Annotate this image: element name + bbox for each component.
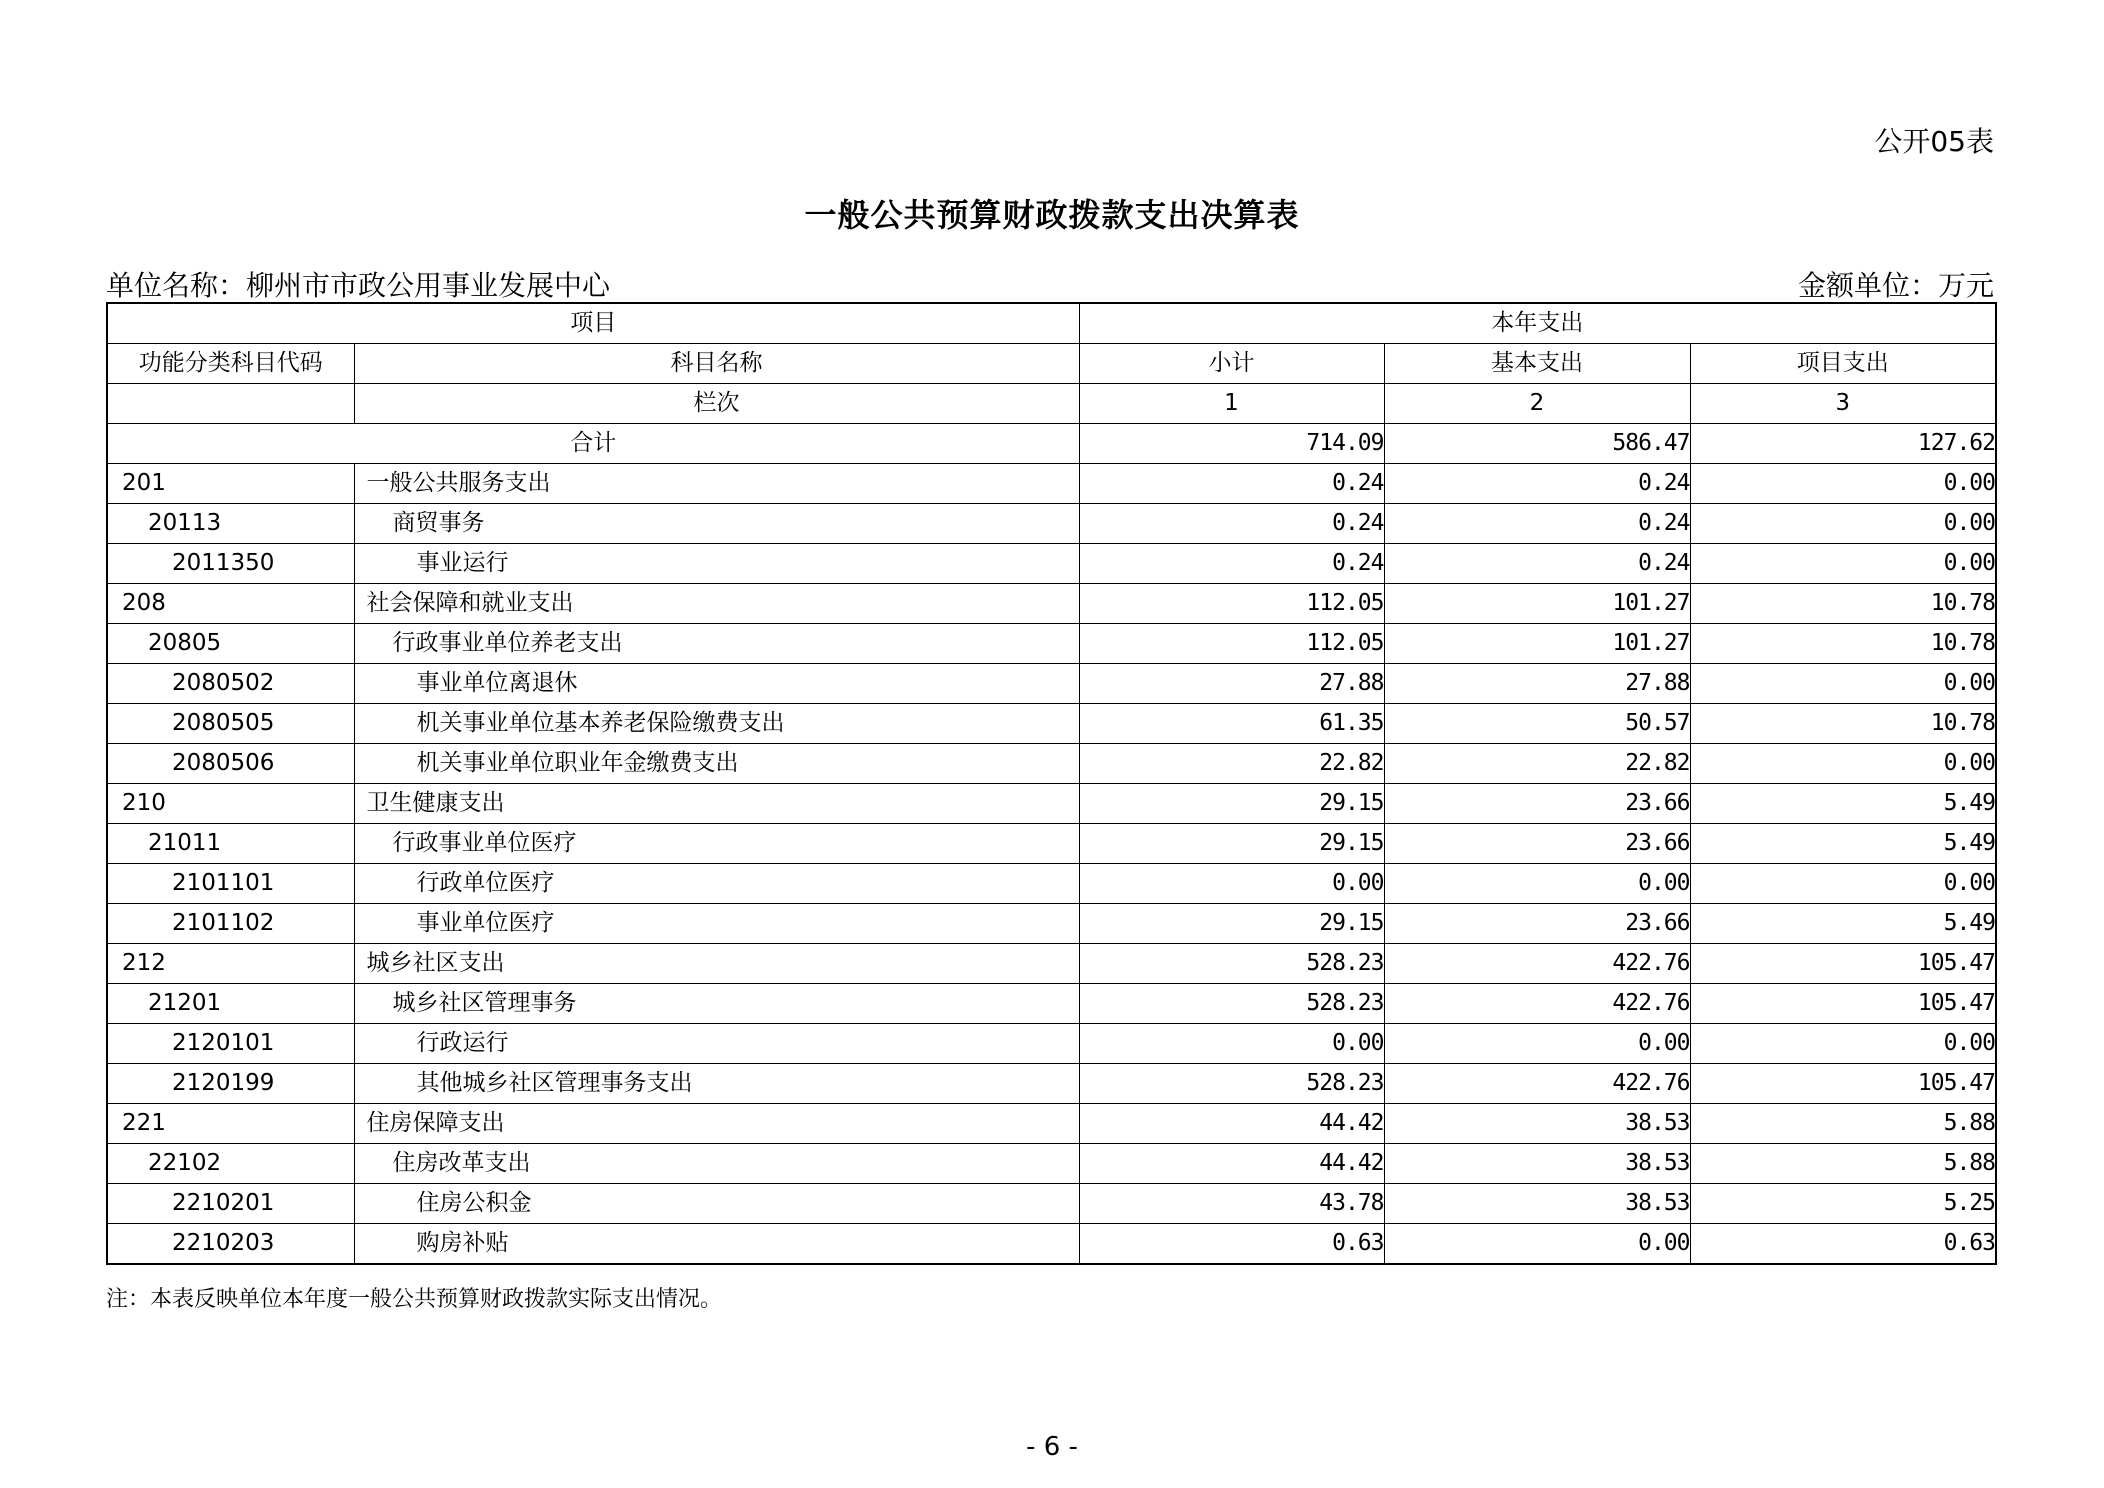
row-subtotal: 528.23 [1079, 1064, 1384, 1104]
row-code: 2120199 [107, 1064, 354, 1104]
row-subtotal: 0.00 [1079, 1024, 1384, 1064]
row-subtotal: 112.05 [1079, 624, 1384, 664]
row-subtotal: 44.42 [1079, 1144, 1384, 1184]
table-row [107, 744, 1996, 784]
table-note: 注：本表反映单位本年度一般公共预算财政拨款实际支出情况。 [106, 1287, 723, 1312]
row-basic: 0.00 [1384, 1224, 1690, 1265]
column-number-row [107, 384, 1996, 424]
total-subtotal: 714.09 [1079, 424, 1384, 464]
table-row [107, 704, 1996, 744]
row-project: 0.00 [1690, 544, 1996, 584]
row-basic: 422.76 [1384, 1064, 1690, 1104]
row-subtotal: 0.63 [1079, 1224, 1384, 1265]
row-code: 208 [107, 584, 354, 624]
row-basic: 422.76 [1384, 944, 1690, 984]
column-number-3: 3 [1690, 384, 1996, 424]
row-name: 城乡社区支出 [354, 944, 1079, 984]
row-name: 机关事业单位职业年金缴费支出 [354, 744, 1079, 784]
row-project: 10.78 [1690, 624, 1996, 664]
column-number-blank [107, 384, 354, 424]
row-project: 5.49 [1690, 824, 1996, 864]
table-row [107, 944, 1996, 984]
row-project: 10.78 [1690, 704, 1996, 744]
amount-unit: 金额单位：万元 [1797, 269, 1994, 302]
row-code: 2101101 [107, 864, 354, 904]
row-subtotal: 112.05 [1079, 584, 1384, 624]
row-name: 住房公积金 [354, 1184, 1079, 1224]
row-project: 10.78 [1690, 584, 1996, 624]
row-name: 住房保障支出 [354, 1104, 1079, 1144]
column-number-1: 1 [1079, 384, 1384, 424]
row-subtotal: 43.78 [1079, 1184, 1384, 1224]
row-project: 5.25 [1690, 1184, 1996, 1224]
row-project: 0.00 [1690, 464, 1996, 504]
header-name: 科目名称 [354, 344, 1079, 384]
row-code: 221 [107, 1104, 354, 1144]
expenditure-table [106, 302, 1997, 1265]
table-row [107, 504, 1996, 544]
row-code: 20805 [107, 624, 354, 664]
row-project: 0.63 [1690, 1224, 1996, 1265]
row-basic: 22.82 [1384, 744, 1690, 784]
table-row [107, 624, 1996, 664]
row-project: 0.00 [1690, 1024, 1996, 1064]
total-basic: 586.47 [1384, 424, 1690, 464]
row-subtotal: 29.15 [1079, 824, 1384, 864]
header-code: 功能分类科目代码 [107, 344, 354, 384]
row-basic: 23.66 [1384, 784, 1690, 824]
row-project: 0.00 [1690, 504, 1996, 544]
row-basic: 422.76 [1384, 984, 1690, 1024]
row-name: 事业运行 [354, 544, 1079, 584]
row-subtotal: 0.24 [1079, 544, 1384, 584]
row-basic: 0.24 [1384, 504, 1690, 544]
row-subtotal: 22.82 [1079, 744, 1384, 784]
row-name: 购房补贴 [354, 1224, 1079, 1265]
row-basic: 101.27 [1384, 584, 1690, 624]
row-subtotal: 528.23 [1079, 944, 1384, 984]
row-code: 21011 [107, 824, 354, 864]
row-code: 2120101 [107, 1024, 354, 1064]
row-code: 2011350 [107, 544, 354, 584]
table-row [107, 864, 1996, 904]
row-name: 卫生健康支出 [354, 784, 1079, 824]
row-code: 2080502 [107, 664, 354, 704]
total-row [107, 424, 1996, 464]
row-basic: 27.88 [1384, 664, 1690, 704]
row-project: 5.88 [1690, 1144, 1996, 1184]
row-code: 21201 [107, 984, 354, 1024]
row-project: 105.47 [1690, 944, 1996, 984]
row-name: 行政单位医疗 [354, 864, 1079, 904]
row-subtotal: 0.00 [1079, 864, 1384, 904]
row-basic: 50.57 [1384, 704, 1690, 744]
row-code: 20113 [107, 504, 354, 544]
header-basic: 基本支出 [1384, 344, 1690, 384]
row-subtotal: 0.24 [1079, 504, 1384, 544]
table-row [107, 824, 1996, 864]
page-number: - 6 - [1026, 1432, 1078, 1462]
form-number: 公开05表 [1874, 125, 1994, 158]
row-subtotal: 44.42 [1079, 1104, 1384, 1144]
table-row [107, 1064, 1996, 1104]
row-code: 2080506 [107, 744, 354, 784]
row-basic: 38.53 [1384, 1104, 1690, 1144]
row-project: 5.88 [1690, 1104, 1996, 1144]
row-project: 0.00 [1690, 664, 1996, 704]
table-row [107, 1144, 1996, 1184]
table-row [107, 1224, 1996, 1265]
column-number-2: 2 [1384, 384, 1690, 424]
table-row [107, 784, 1996, 824]
row-name: 社会保障和就业支出 [354, 584, 1079, 624]
row-code: 2210201 [107, 1184, 354, 1224]
row-name: 一般公共服务支出 [354, 464, 1079, 504]
row-project: 105.47 [1690, 984, 1996, 1024]
header-project-expenditure: 项目支出 [1690, 344, 1996, 384]
row-code: 201 [107, 464, 354, 504]
row-name: 住房改革支出 [354, 1144, 1079, 1184]
row-name: 事业单位离退休 [354, 664, 1079, 704]
total-label: 合计 [107, 424, 1079, 464]
row-basic: 0.24 [1384, 464, 1690, 504]
total-project: 127.62 [1690, 424, 1996, 464]
table-row [107, 904, 1996, 944]
table-row [107, 984, 1996, 1024]
row-subtotal: 61.35 [1079, 704, 1384, 744]
table-row [107, 1104, 1996, 1144]
header-current-year: 本年支出 [1079, 303, 1996, 344]
row-project: 5.49 [1690, 784, 1996, 824]
table-row [107, 1024, 1996, 1064]
header-project: 项目 [107, 303, 1079, 344]
row-basic: 0.24 [1384, 544, 1690, 584]
table-row [107, 544, 1996, 584]
row-basic: 38.53 [1384, 1184, 1690, 1224]
row-code: 22102 [107, 1144, 354, 1184]
row-subtotal: 0.24 [1079, 464, 1384, 504]
row-name: 机关事业单位基本养老保险缴费支出 [354, 704, 1079, 744]
row-name: 城乡社区管理事务 [354, 984, 1079, 1024]
row-project: 0.00 [1690, 744, 1996, 784]
row-subtotal: 29.15 [1079, 784, 1384, 824]
row-name: 事业单位医疗 [354, 904, 1079, 944]
row-subtotal: 528.23 [1079, 984, 1384, 1024]
row-code: 2101102 [107, 904, 354, 944]
row-basic: 23.66 [1384, 824, 1690, 864]
row-project: 5.49 [1690, 904, 1996, 944]
row-basic: 38.53 [1384, 1144, 1690, 1184]
header-subtotal: 小计 [1079, 344, 1384, 384]
row-name: 行政运行 [354, 1024, 1079, 1064]
row-code: 2080505 [107, 704, 354, 744]
row-name: 行政事业单位医疗 [354, 824, 1079, 864]
column-number-label: 栏次 [354, 384, 1079, 424]
document-title: 一般公共预算财政拨款支出决算表 [804, 196, 1300, 234]
row-basic: 0.00 [1384, 1024, 1690, 1064]
table-row [107, 664, 1996, 704]
row-basic: 101.27 [1384, 624, 1690, 664]
row-code: 212 [107, 944, 354, 984]
unit-name: 单位名称：柳州市市政公用事业发展中心 [106, 269, 611, 302]
table-row [107, 464, 1996, 504]
row-subtotal: 29.15 [1079, 904, 1384, 944]
row-project: 0.00 [1690, 864, 1996, 904]
table-row [107, 1184, 1996, 1224]
row-name: 其他城乡社区管理事务支出 [354, 1064, 1079, 1104]
header-row-1 [107, 303, 1996, 344]
row-name: 行政事业单位养老支出 [354, 624, 1079, 664]
row-code: 210 [107, 784, 354, 824]
row-basic: 23.66 [1384, 904, 1690, 944]
row-code: 2210203 [107, 1224, 354, 1265]
row-basic: 0.00 [1384, 864, 1690, 904]
row-project: 105.47 [1690, 1064, 1996, 1104]
row-subtotal: 27.88 [1079, 664, 1384, 704]
row-name: 商贸事务 [354, 504, 1079, 544]
table-row [107, 584, 1996, 624]
header-row-2 [107, 344, 1996, 384]
